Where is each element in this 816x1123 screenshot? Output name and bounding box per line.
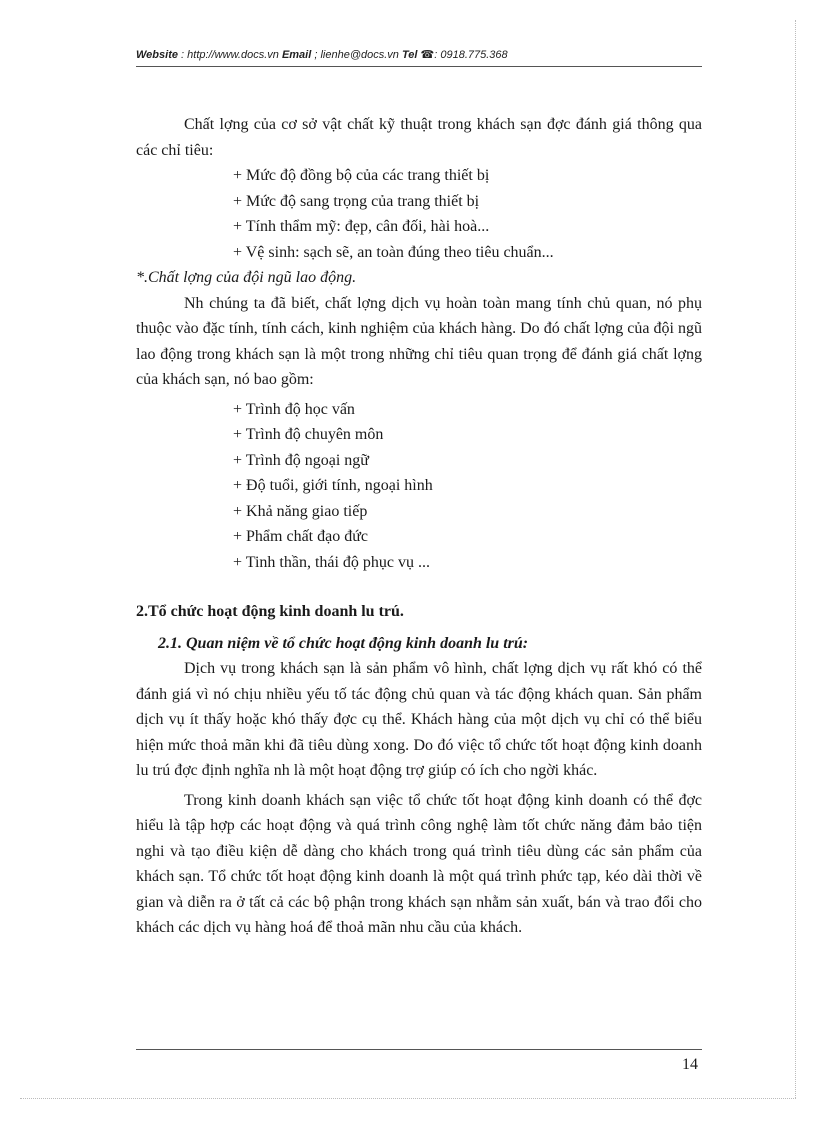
website-label: Website (136, 49, 178, 61)
section-heading: 2.Tổ chức hoạt động kinh doanh lu trú. (136, 603, 404, 620)
list-item: + Trình độ học vấn (233, 400, 355, 418)
paragraph-2: Nh chúng ta đã biết, chất lợng dịch vụ hoàn toàn mang tính chủ quan, nó phụ thuộc vào đặc tính, tính cách, kinh nghiệm của khách hàng. Do đó chất lợng của đội ngũ lao động trong khách sạn là một trong những chỉ tiêu quan trọng để đánh giá chất lợng của khách sạn, nó bao gồm: (136, 294, 702, 388)
email-value: ; lienhe@docs.vn (314, 49, 399, 61)
list-item: + Tính thẩm mỹ: đẹp, cân đối, hài hoà... (233, 218, 490, 235)
page-border-right (795, 20, 796, 1098)
list-item: + Trình độ chuyên môn (233, 426, 384, 443)
staff-criteria-list (136, 397, 702, 576)
list-item: + Tinh thần, thái độ phục vụ ... (233, 553, 431, 571)
page-header (136, 48, 702, 61)
phone-icon: ☎ (420, 49, 435, 61)
footer-divider (136, 1049, 702, 1050)
paragraph-3: Dịch vụ trong khách sạn là sản phẩm vô hình, chất lợng dịch vụ rất khó có thể đánh giá vì nó chịu nhiều yếu tố tác động chủ quan và tác động khách quan. Sản phẩm dịch vụ ít thấy hoặc khó thấy đợc cụ thể. Khách hàng của một dịch vụ chỉ có thể biểu hiện mức thoả mãn khi đã tiêu dùng xong. Do đó việc tổ chức tốt hoạt động kinh doanh lu trú đợc định nghĩa nh là một hoạt động trợ giúp có ích cho ngời khác. (136, 660, 702, 779)
tel-label: Tel (401, 49, 418, 61)
header-divider (136, 66, 702, 67)
list-item: + Độ tuổi, giới tính, ngoại hình (233, 477, 433, 494)
list-item: + Mức độ sang trọng của trang thiết bị (233, 192, 480, 210)
email-label: Email (281, 49, 312, 61)
paragraph-1: Chất lợng của cơ sở vật chất kỹ thuật trong khách sạn đợc đánh giá thông qua các chỉ tiêu: (136, 116, 702, 159)
list-item: + Mức độ đồng bộ của các trang thiết bị (233, 167, 490, 184)
page-border-bottom (20, 1098, 796, 1099)
tel-value: : 0918.775.368 (434, 49, 508, 61)
page-content (136, 112, 702, 941)
list-item: + Khả năng giao tiếp (233, 502, 368, 520)
list-item: + Phẩm chất đạo đức (233, 528, 368, 545)
facility-criteria-list (136, 163, 702, 265)
staff-quality-subheading: *.Chất lợng của đội ngũ lao động. (136, 269, 357, 286)
website-value: : http://www.docs.vn (181, 49, 279, 61)
page-number: 14 (682, 1056, 698, 1073)
section-subheading: 2.1. Quan niệm về tổ chức hoạt động kinh doanh lu trú: (158, 634, 529, 652)
list-item: + Vệ sinh: sạch sẽ, an toàn đúng theo tiêu chuẩn... (233, 243, 554, 261)
paragraph-4: Trong kinh doanh khách sạn việc tổ chức tốt hoạt động kinh doanh có thể đợc hiểu là tập hợp các hoạt động và quá trình công nghệ làm tốt chức năng đảm bảo tiện nghi và tạo điều kiện dễ dàng cho khách trong quá trình tiêu dùng các sản phẩm của khách sạn. Tổ chức tốt hoạt động kinh doanh là một quá trình phức tạp, kéo dài thời về gian và diễn ra ở tất cả các bộ phận trong khách sạn nhằm sản xuất, bán và trao đổi cho khách các dịch vụ hàng hoá để thoả mãn nhu cầu của khách. (136, 791, 702, 936)
list-item: + Trình độ ngoại ngữ (233, 451, 369, 469)
